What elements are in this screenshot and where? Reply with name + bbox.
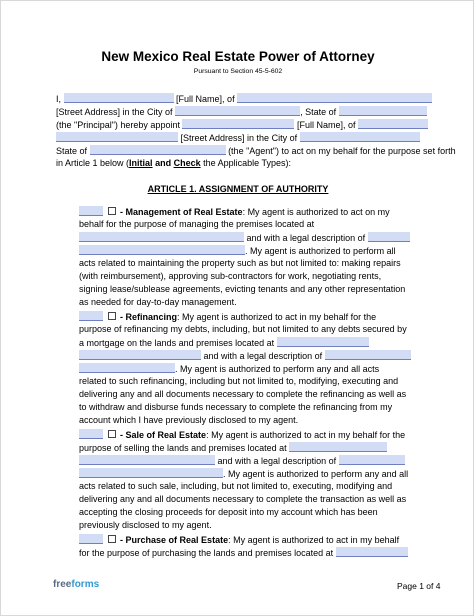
purchase-initial-field[interactable] xyxy=(79,534,103,544)
intro-line-6: in Article 1 below (Initial and Check the Applicable Types): xyxy=(56,158,291,168)
sale-line-7: accepting the closing proceeds for deposit into my account which has been xyxy=(79,507,378,517)
agent-street-field-cont[interactable] xyxy=(56,132,178,142)
agent-city-field[interactable] xyxy=(300,132,420,142)
refinancing-line-1: - Refinancing: My agent is authorized to act in my behalf for the xyxy=(79,311,376,323)
refinancing-checkbox[interactable] xyxy=(108,312,116,320)
refinancing-legal-field-cont[interactable] xyxy=(79,363,175,373)
sale-line-2: purpose of selling the lands and premises located at xyxy=(79,442,387,454)
refinancing-line-6: related to such refinancing, including but not limited to, modifying, executing and xyxy=(79,376,399,386)
refinancing-line-2: purpose of refinancing my debts, including, but not limited to any debts secured by xyxy=(79,324,407,334)
intro-line-4: [Street Address] in the City of xyxy=(56,132,420,144)
purchase-line-1: - Purchase of Real Estate: My agent is authorized to act in my behalf xyxy=(79,534,399,546)
sale-line-4: . My agent is authorized to perform any and all xyxy=(79,468,408,480)
management-line-7: signing lease/sublease agreements, evicting tenants and any other representation xyxy=(79,284,406,294)
intro-line-1: I, [Full Name], of xyxy=(56,93,432,105)
principal-name-field[interactable] xyxy=(64,93,174,103)
sale-line-3: and with a legal description of xyxy=(79,455,405,467)
purchase-line-2: for the purpose of purchasing the lands and premises located at xyxy=(79,547,408,559)
sale-line-8: previously disclosed to my agent. xyxy=(79,520,212,530)
principal-city-field[interactable] xyxy=(175,106,300,116)
sale-address-field[interactable] xyxy=(289,442,387,452)
sale-legal-field-cont[interactable] xyxy=(79,468,223,478)
refinancing-initial-field[interactable] xyxy=(79,311,103,321)
refinancing-line-5: . My agent is authorized to perform any and all acts xyxy=(79,363,379,375)
management-address-field[interactable] xyxy=(79,232,244,242)
freeforms-logo: freeforms xyxy=(53,579,100,590)
management-line-3: and with a legal description of xyxy=(79,232,410,244)
document-title: New Mexico Real Estate Power of Attorney xyxy=(101,49,375,64)
management-line-6: (with reimbursement), approving sub-contractors for work, negotiating rents, xyxy=(79,271,382,281)
sale-checkbox[interactable] xyxy=(108,430,116,438)
agent-street-field[interactable] xyxy=(358,119,428,129)
refinancing-legal-field[interactable] xyxy=(325,350,411,360)
refinancing-address-field[interactable] xyxy=(277,337,369,347)
sale-initial-field[interactable] xyxy=(79,429,103,439)
principal-street-field[interactable] xyxy=(237,93,432,103)
document-subtitle: Pursuant to Section 45-5-602 xyxy=(193,68,283,75)
agent-name-field[interactable] xyxy=(182,119,294,129)
sale-address-field-cont[interactable] xyxy=(79,455,215,465)
management-line-2: behalf for the purpose of managing the premises located at xyxy=(79,219,315,229)
refinancing-line-8: to withdraw and disburse funds necessary to complete the refinancing from my xyxy=(79,402,393,412)
management-initial-field[interactable] xyxy=(79,206,103,216)
intro-line-2: [Street Address] in the City of , State of xyxy=(56,106,427,118)
page-number: Page 1 of 4 xyxy=(397,581,441,591)
purchase-checkbox[interactable] xyxy=(108,535,116,543)
refinancing-line-3: a mortgage on the lands and premises located at xyxy=(79,337,369,349)
management-line-8: as needed for day-to-day management. xyxy=(79,297,237,307)
management-line-1: - Management of Real Estate: My agent is authorized to act on my xyxy=(79,206,390,218)
sale-line-1: - Sale of Real Estate: My agent is authorized to act in my behalf for the xyxy=(79,429,405,441)
refinancing-address-field-cont[interactable] xyxy=(79,350,201,360)
intro-line-5: State of (the "Agent") to act on my behalf for the purpose set forth xyxy=(56,146,456,156)
management-legal-field[interactable] xyxy=(368,232,410,242)
management-line-5: acts related to maintaining the property such as but not limited to: making repairs xyxy=(79,258,401,268)
principal-state-field[interactable] xyxy=(339,106,427,116)
agent-state-field[interactable] xyxy=(90,145,226,155)
sale-legal-field[interactable] xyxy=(339,455,405,465)
refinancing-line-7: delivering any and all documents necessary to complete the refinancing as well as xyxy=(79,389,407,399)
refinancing-line-4: and with a legal description of xyxy=(79,350,411,362)
purchase-address-field[interactable] xyxy=(336,547,408,557)
refinancing-line-9: account which I have previously disclosed to my agent. xyxy=(79,415,299,425)
management-legal-field-cont[interactable] xyxy=(79,245,245,255)
intro-line-3: (the "Principal") hereby appoint [Full Name], of xyxy=(56,119,428,131)
sale-line-5: acts related to such sale, including, but not limited to, executing, modifying and xyxy=(79,481,393,491)
article-1-heading: ARTICLE 1. ASSIGNMENT OF AUTHORITY xyxy=(147,184,329,194)
management-checkbox[interactable] xyxy=(108,207,116,215)
management-line-4: . My agent is authorized to perform all xyxy=(79,245,396,257)
sale-line-6: delivering any and all documents necessary to complete the transaction as well as xyxy=(79,494,407,504)
